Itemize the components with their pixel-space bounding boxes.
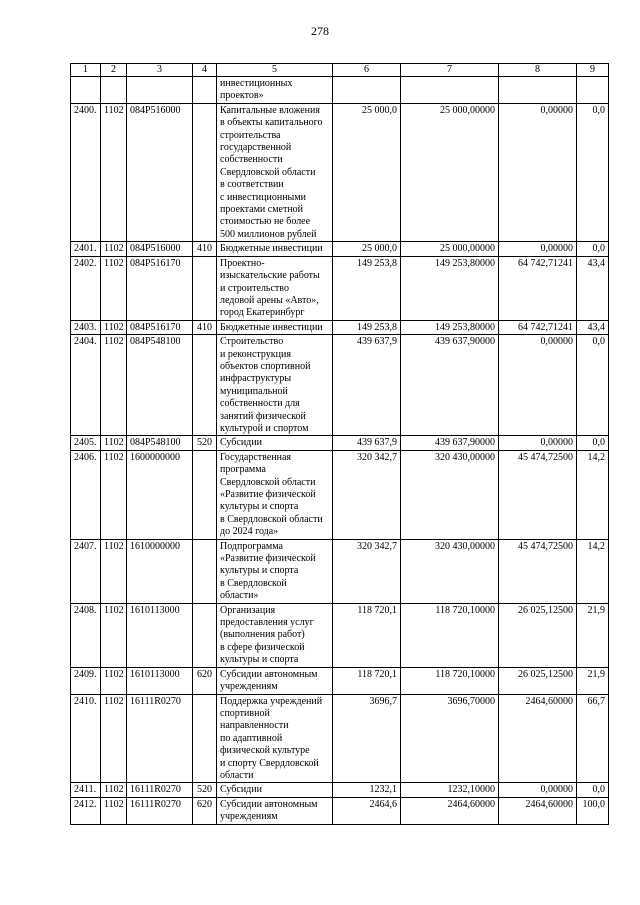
expense-type — [193, 335, 217, 436]
execution-percent: 0,0 — [577, 783, 609, 797]
row-number: 2400. — [71, 103, 101, 241]
row-number: 2412. — [71, 797, 101, 824]
section-code: 1102 — [101, 539, 127, 603]
row-number: 2404. — [71, 335, 101, 436]
expense-type — [193, 450, 217, 539]
item-name: Организация предоставления услуг (выполнения работ) в сфере физической культуры и спорта — [217, 603, 333, 667]
planned-amount: 439 637,9 — [333, 335, 401, 436]
planned-amount: 3696,7 — [333, 694, 401, 783]
table-row — [71, 603, 609, 667]
row-number: 2411. — [71, 783, 101, 797]
planned-amount: 118 720,1 — [333, 603, 401, 667]
approved-amount: 25 000,00000 — [401, 242, 499, 256]
execution-percent: 21,9 — [577, 667, 609, 694]
expense-type — [193, 694, 217, 783]
approved-amount: 149 253,80000 — [401, 320, 499, 334]
planned-amount: 320 342,7 — [333, 450, 401, 539]
executed-amount: 0,00000 — [499, 783, 577, 797]
row-number: 2401. — [71, 242, 101, 256]
row-number: 2410. — [71, 694, 101, 783]
expense-type: 520 — [193, 436, 217, 450]
approved-amount: 1232,10000 — [401, 783, 499, 797]
row-number: 2405. — [71, 436, 101, 450]
execution-percent: 0,0 — [577, 335, 609, 436]
header-cell: 2 — [101, 64, 127, 77]
continuation-row — [71, 77, 609, 104]
executed-amount: 2464,60000 — [499, 797, 577, 824]
target-code: 084P516170 — [127, 256, 193, 320]
expense-type: 410 — [193, 320, 217, 334]
planned-amount: 118 720,1 — [333, 667, 401, 694]
target-code: 1610113000 — [127, 667, 193, 694]
row-number: 2403. — [71, 320, 101, 334]
executed-amount: 0,00000 — [499, 436, 577, 450]
section-code: 1102 — [101, 335, 127, 436]
approved-amount: 149 253,80000 — [401, 256, 499, 320]
executed-amount: 26 025,12500 — [499, 667, 577, 694]
section-code: 1102 — [101, 694, 127, 783]
item-name: Бюджетные инвестиции — [217, 320, 333, 334]
continuation-text: инвестиционных проектов» — [220, 78, 293, 102]
table-row — [71, 783, 609, 797]
expense-type — [193, 103, 217, 241]
section-code: 1102 — [101, 783, 127, 797]
section-code: 1102 — [101, 450, 127, 539]
executed-amount: 0,00000 — [499, 103, 577, 241]
header-cell: 8 — [499, 64, 577, 77]
executed-amount: 0,00000 — [499, 335, 577, 436]
planned-amount: 2464,6 — [333, 797, 401, 824]
budget-table — [70, 63, 609, 825]
execution-percent: 21,9 — [577, 603, 609, 667]
target-code: 084P516170 — [127, 320, 193, 334]
target-code: 084P548100 — [127, 335, 193, 436]
header-cell: 1 — [71, 64, 101, 77]
executed-amount: 45 474,72500 — [499, 450, 577, 539]
table-row — [71, 797, 609, 824]
row-number: 2409. — [71, 667, 101, 694]
row-number: 2406. — [71, 450, 101, 539]
expense-type: 620 — [193, 797, 217, 824]
target-code: 1600000000 — [127, 450, 193, 539]
approved-amount: 320 430,00000 — [401, 539, 499, 603]
target-code: 084P548100 — [127, 436, 193, 450]
execution-percent: 43,4 — [577, 256, 609, 320]
continuation-name — [217, 77, 333, 104]
approved-amount: 2464,60000 — [401, 797, 499, 824]
header-cell: 9 — [577, 64, 609, 77]
table-row — [71, 436, 609, 450]
table-row — [71, 667, 609, 694]
header-cell: 4 — [193, 64, 217, 77]
row-number: 2402. — [71, 256, 101, 320]
table-body — [71, 64, 609, 825]
section-code: 1102 — [101, 320, 127, 334]
item-name: Поддержка учреждений спортивной направленности по адаптивной физической культуре и спорту Свердловской области — [217, 694, 333, 783]
execution-percent: 100,0 — [577, 797, 609, 824]
approved-amount: 320 430,00000 — [401, 450, 499, 539]
item-name: Бюджетные инвестиции — [217, 242, 333, 256]
execution-percent: 66,7 — [577, 694, 609, 783]
executed-amount: 0,00000 — [499, 242, 577, 256]
item-name: Подпрограмма «Развитие физической культуры и спорта в Свердловской области» — [217, 539, 333, 603]
target-code: 16111R0270 — [127, 694, 193, 783]
section-code: 1102 — [101, 603, 127, 667]
header-cell: 6 — [333, 64, 401, 77]
header-cell: 5 — [217, 64, 333, 77]
target-code: 16111R0270 — [127, 797, 193, 824]
expense-type: 620 — [193, 667, 217, 694]
table-row — [71, 335, 609, 436]
expense-type: 410 — [193, 242, 217, 256]
approved-amount: 118 720,10000 — [401, 603, 499, 667]
page-number: 278 — [311, 24, 329, 38]
table-row — [71, 242, 609, 256]
section-code: 1102 — [101, 242, 127, 256]
execution-percent: 14,2 — [577, 450, 609, 539]
table-row — [71, 694, 609, 783]
expense-type — [193, 539, 217, 603]
item-name: Строительство и реконструкция объектов спортивной инфраструктуры муниципальной собственности для занятий физической культурой и спортом — [217, 335, 333, 436]
approved-amount: 118 720,10000 — [401, 667, 499, 694]
planned-amount: 1232,1 — [333, 783, 401, 797]
target-code: 16111R0270 — [127, 783, 193, 797]
target-code: 1610000000 — [127, 539, 193, 603]
item-name: Субсидии — [217, 783, 333, 797]
item-name: Субсидии — [217, 436, 333, 450]
planned-amount: 439 637,9 — [333, 436, 401, 450]
item-name: Проектно- изыскательские работы и строительство ледовой арены «Авто», город Екатеринбург — [217, 256, 333, 320]
approved-amount: 25 000,00000 — [401, 103, 499, 241]
row-number: 2408. — [71, 603, 101, 667]
table-row — [71, 103, 609, 241]
expense-type — [193, 603, 217, 667]
item-name: Субсидии автономным учреждениям — [217, 797, 333, 824]
planned-amount: 320 342,7 — [333, 539, 401, 603]
expense-type: 520 — [193, 783, 217, 797]
execution-percent: 14,2 — [577, 539, 609, 603]
approved-amount: 439 637,90000 — [401, 436, 499, 450]
approved-amount: 3696,70000 — [401, 694, 499, 783]
execution-percent: 0,0 — [577, 242, 609, 256]
execution-percent: 0,0 — [577, 103, 609, 241]
planned-amount: 149 253,8 — [333, 256, 401, 320]
execution-percent: 43,4 — [577, 320, 609, 334]
execution-percent: 0,0 — [577, 436, 609, 450]
header-cell: 7 — [401, 64, 499, 77]
target-code: 084P516000 — [127, 242, 193, 256]
section-code: 1102 — [101, 256, 127, 320]
executed-amount: 45 474,72500 — [499, 539, 577, 603]
table-row — [71, 256, 609, 320]
header-cell: 3 — [127, 64, 193, 77]
table-row — [71, 450, 609, 539]
row-number: 2407. — [71, 539, 101, 603]
planned-amount: 25 000,0 — [333, 242, 401, 256]
executed-amount: 64 742,71241 — [499, 256, 577, 320]
column-number-header — [71, 64, 609, 77]
executed-amount: 2464,60000 — [499, 694, 577, 783]
item-name: Капитальные вложения в объекты капитального строительства государственной собственности Свердловской области в соответствии с инвестиционными проектами сметной стоимостью не более 500 миллионов рублей — [217, 103, 333, 241]
table-row — [71, 539, 609, 603]
table-row — [71, 320, 609, 334]
approved-amount: 439 637,90000 — [401, 335, 499, 436]
expense-type — [193, 256, 217, 320]
executed-amount: 64 742,71241 — [499, 320, 577, 334]
item-name: Государственная программа Свердловской области «Развитие физической культуры и спорта в Свердловской области до 2024 года» — [217, 450, 333, 539]
target-code: 084P516000 — [127, 103, 193, 241]
planned-amount: 25 000,0 — [333, 103, 401, 241]
section-code: 1102 — [101, 797, 127, 824]
planned-amount: 149 253,8 — [333, 320, 401, 334]
target-code: 1610113000 — [127, 603, 193, 667]
item-name: Субсидии автономным учреждениям — [217, 667, 333, 694]
executed-amount: 26 025,12500 — [499, 603, 577, 667]
section-code: 1102 — [101, 103, 127, 241]
section-code: 1102 — [101, 667, 127, 694]
section-code: 1102 — [101, 436, 127, 450]
